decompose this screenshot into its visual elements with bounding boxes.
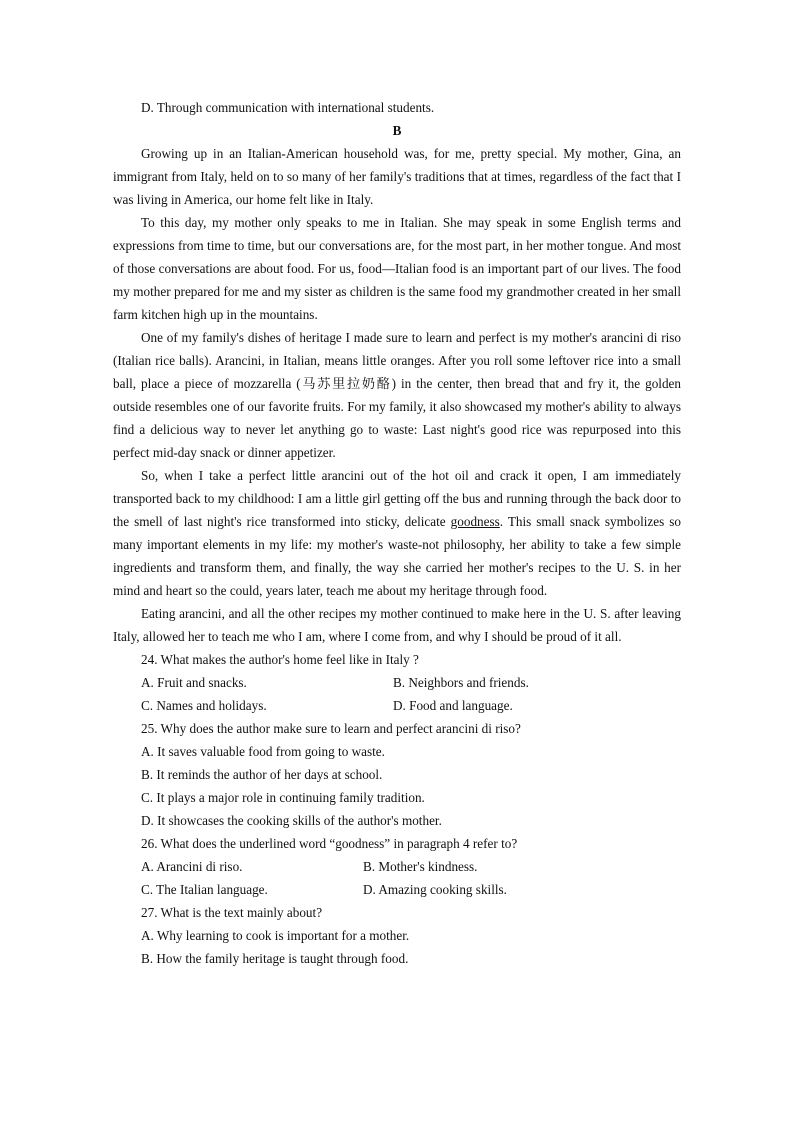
question-24-option-c[interactable]: C. Names and holidays.: [141, 698, 267, 713]
question-24-options-row-1: [113, 671, 681, 694]
question-25-stem: 25. Why does the author make sure to learn and perfect arancini di riso?: [141, 721, 521, 736]
question-26-option-a[interactable]: A. Arancini di riso.: [141, 859, 243, 874]
document-page: [113, 96, 681, 970]
question-26-options-row-1: [113, 855, 681, 878]
question-25-option-d[interactable]: D. It showcases the cooking skills of the author's mother.: [141, 813, 442, 828]
paragraph-4-text-before: So, when I take a perfect little arancini out of the hot oil and crack it open, I am immediately transported back to my childhood: I am a little girl getting off the bus and running through the back door to the smell of last night's rice transformed into sticky, delicate: [113, 468, 681, 529]
question-26-options-row-2: [113, 878, 681, 901]
question-25-option-a[interactable]: A. It saves valuable food from going to waste.: [141, 744, 385, 759]
question-25-option-b[interactable]: B. It reminds the author of her days at school.: [141, 767, 383, 782]
passage-paragraph-4: [113, 464, 681, 602]
question-25-option-c[interactable]: C. It plays a major role in continuing family tradition.: [141, 790, 425, 805]
question-26-option-c[interactable]: C. The Italian language.: [141, 882, 268, 897]
underlined-word-goodness: goodness: [450, 514, 500, 529]
question-26-stem: 26. What does the underlined word “goodness” in paragraph 4 refer to?: [141, 836, 518, 851]
section-heading: B: [392, 123, 402, 138]
question-27-option-a[interactable]: A. Why learning to cook is important for a mother.: [141, 928, 410, 943]
passage-paragraph-1: Growing up in an Italian-American household was, for me, pretty special. My mother, Gina, an immigrant from Italy, held on to so many of her family's traditions that at times, regardless of the fact that I was living in America, our home felt like in Italy.: [113, 146, 681, 207]
question-24-option-d[interactable]: D. Food and language.: [393, 698, 513, 713]
passage-paragraph-2: To this day, my mother only speaks to me in Italian. She may speak in some English terms and expressions from time to time, but our conversations are, for the most part, in her mother tongue. And most of those conversations are about food. For us, food—Italian food is an important part of our lives. The food my mother prepared for me and my sister as children is the same food my grandmother created in her small farm kitchen high up in the mountains.: [113, 215, 681, 322]
passage-paragraph-5: Eating arancini, and all the other recipes my mother continued to make here in the U. S. after leaving Italy, allowed her to teach me who I am, where I come from, and why I should be proud of it all.: [113, 606, 681, 644]
paragraph-4-text-after: . This small snack symbolizes so many important elements in my life: my mother's waste-not philosophy, her ability to take a few simple ingredients and transform them, and finally, the way she carried her mother's recipes to the U. S. in her mind and heart so the could, years later, teach me about my heritage through food.: [113, 514, 681, 598]
question-24-stem: 24. What makes the author's home feel like in Italy ?: [141, 652, 419, 667]
question-24-option-b[interactable]: B. Neighbors and friends.: [393, 675, 529, 690]
passage-paragraph-3: One of my family's dishes of heritage I made sure to learn and perfect is my mother's arancini di riso (Italian rice balls). Arancini, in Italian, means little oranges. After you roll some leftover rice into a small ball, place a piece of mozzarella (马苏里拉奶酪) in the center, then bread that and fry it, the golden outside resembles one of our favorite fruits. For my family, it also showcased my mother's ability to always find a delicious way to never let anything go to waste: Last night's good rice was repurposed into this perfect mid-day snack or dinner appetizer.: [113, 330, 681, 460]
question-26-option-b[interactable]: B. Mother's kindness.: [363, 859, 478, 874]
question-24-options-row-2: [113, 694, 681, 717]
question-26-option-d[interactable]: D. Amazing cooking skills.: [363, 882, 507, 897]
question-27-stem: 27. What is the text mainly about?: [141, 905, 323, 920]
question-27-option-b[interactable]: B. How the family heritage is taught through food.: [141, 951, 409, 966]
question-24-option-a[interactable]: A. Fruit and snacks.: [141, 675, 247, 690]
previous-option-d: D. Through communication with international students.: [141, 100, 435, 115]
